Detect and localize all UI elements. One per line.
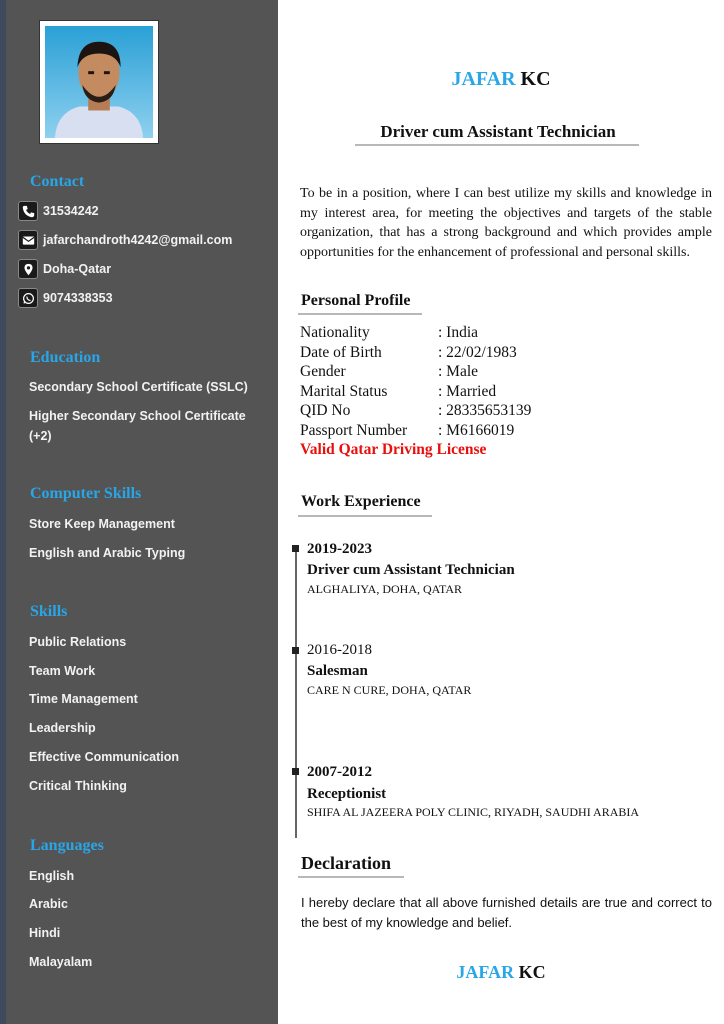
profile-value: : M6166019 [438, 422, 515, 439]
timeline-dot [292, 647, 299, 654]
skill-item: Team Work [29, 664, 96, 678]
profile-value: : 22/02/1983 [438, 344, 517, 361]
job-years: 2016-2018 [307, 642, 372, 658]
person-portrait-icon [45, 26, 153, 138]
profile-label: Date of Birth [300, 344, 382, 361]
profile-row [300, 362, 478, 382]
job-company: CARE N CURE, DOHA, QATAR [307, 683, 472, 697]
profile-label: Nationality [300, 324, 370, 341]
profile-value: : Male [438, 363, 479, 380]
language-item: Hindi [29, 926, 61, 940]
language-item: Malayalam [29, 955, 93, 969]
personal-profile-heading: Personal Profile [301, 292, 411, 309]
computer-skills-heading: Computer Skills [30, 485, 142, 502]
declaration-heading: Declaration [301, 853, 391, 873]
signature-first-name: JAFAR [456, 962, 515, 982]
timeline-dot [292, 545, 299, 552]
sidebar-edge [0, 0, 6, 1024]
profile-row [300, 421, 514, 441]
phone-icon [18, 201, 38, 221]
profile-row [300, 323, 478, 343]
profile-label: Marital Status [300, 383, 388, 400]
mail-icon [18, 230, 38, 250]
job-years: 2019-2023 [307, 541, 372, 557]
languages-heading: Languages [30, 837, 104, 854]
job-title: Driver cum Assistant Technician [380, 122, 616, 141]
job-role: Salesman [307, 663, 368, 679]
contact-phone [18, 201, 99, 221]
whatsapp-icon [18, 288, 38, 308]
profile-label: Gender [300, 363, 346, 380]
section-underline [298, 876, 404, 878]
signature-last-name: KC [518, 962, 546, 982]
section-underline [298, 313, 422, 315]
driving-license-note: Valid Qatar Driving License [300, 441, 487, 458]
job-years: 2007-2012 [307, 764, 372, 780]
contact-email [18, 230, 232, 250]
job-role: Receptionist [307, 786, 387, 802]
last-name: KC [520, 68, 551, 90]
skill-item: Leadership [29, 721, 96, 735]
work-experience-heading: Work Experience [301, 493, 421, 510]
profile-row [300, 401, 531, 421]
skills-heading: Skills [30, 603, 68, 620]
profile-row [300, 343, 517, 363]
first-name: JAFAR [451, 68, 516, 90]
job-role: Driver cum Assistant Technician [307, 562, 515, 578]
title-underline [355, 144, 639, 146]
declaration-text: I hereby declare that all above furnished details are true and correct to the best of my knowledge and belief. [301, 895, 712, 930]
education-item: Secondary School Certificate (SSLC) [29, 380, 248, 394]
objective-text: To be in a position, where I can best utilize my skills and knowledge in my interest area, for meeting the objectives and targets of the stable organization, that has a strong background and which provides ample opportunities for the enhancement of professional and personal skills. [300, 186, 712, 260]
profile-value: : 28335653139 [438, 402, 532, 419]
profile-row [300, 382, 496, 402]
profile-value: : India [438, 324, 479, 341]
phone-number: 31534242 [43, 204, 99, 218]
email-address[interactable]: jafarchandroth4242@gmail.com [43, 233, 233, 247]
contact-whatsapp [18, 288, 113, 308]
skill-item: Effective Communication [29, 750, 180, 764]
skill-item: Public Relations [29, 635, 127, 649]
profile-label: Passport Number [300, 422, 408, 439]
computer-skill-item: Store Keep Management [29, 517, 175, 531]
signature-name [278, 962, 724, 983]
profile-value: : Married [438, 383, 497, 400]
photo-image [45, 26, 153, 138]
language-item: Arabic [29, 897, 68, 911]
language-item: English [29, 869, 75, 883]
timeline-dot [292, 768, 299, 775]
education-heading: Education [30, 349, 101, 366]
skill-item: Critical Thinking [29, 779, 127, 793]
location-text: Doha-Qatar [43, 262, 112, 276]
education-item: Higher Secondary School Certificate [29, 409, 246, 423]
job-company: SHIFA AL JAZEERA POLY CLINIC, RIYADH, SAUDHI ARABIA [307, 805, 640, 819]
skill-item: Time Management [29, 692, 138, 706]
job-company: ALGHALIYA, DOHA, QATAR [307, 582, 463, 596]
whatsapp-number: 9074338353 [43, 291, 113, 305]
candidate-name [278, 68, 724, 91]
profile-photo [39, 20, 159, 144]
education-item: (+2) [29, 429, 52, 443]
location-pin-icon [18, 259, 38, 279]
contact-location [18, 259, 111, 279]
computer-skill-item: English and Arabic Typing [29, 546, 186, 560]
contact-heading: Contact [30, 173, 85, 190]
profile-label: QID No [300, 402, 351, 419]
timeline-line [295, 548, 297, 838]
section-underline [298, 515, 432, 517]
